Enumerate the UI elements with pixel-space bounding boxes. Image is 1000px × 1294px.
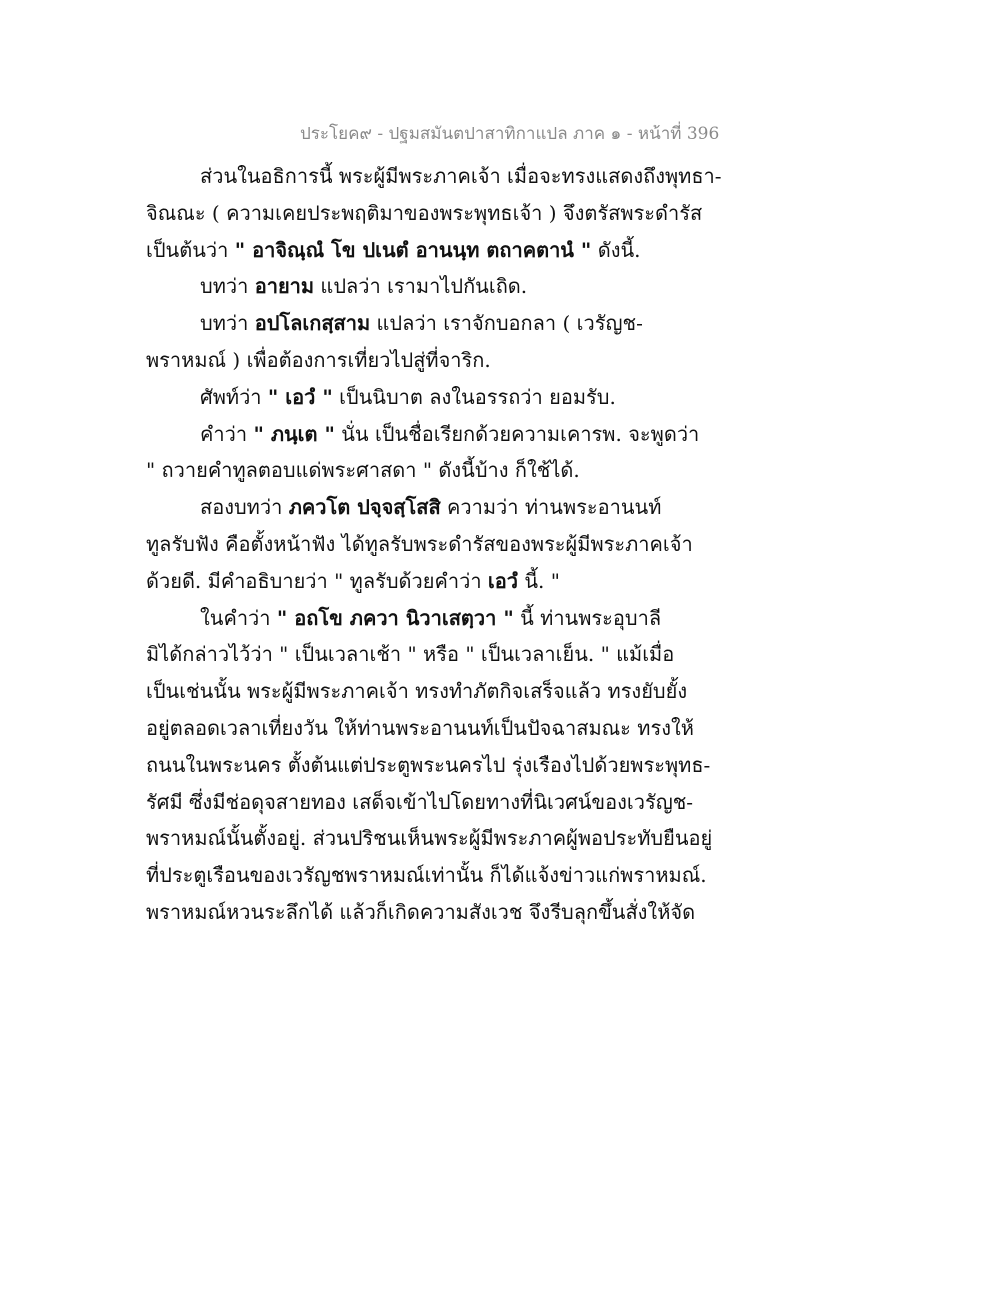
text-segment: ความว่า ท่านพระอานนท์: [440, 495, 662, 520]
text-segment: พราหมณ์นั้นตั้งอยู่. ส่วนปริชนเห็นพระผู้มีพระภาคผู้พอประทับยืนอยู่: [146, 826, 713, 851]
pali-term: อปโลเกสฺสาม: [254, 311, 371, 336]
text-segment: พราหมณ์ ) เพื่อต้องการเที่ยวไปสู่ที่จาริก.: [146, 347, 491, 372]
text-segment: ทูลรับฟัง คือตั้งหน้าฟัง ได้ทูลรับพระดำรัสของพระผู้มีพระภาคเจ้า: [146, 531, 693, 556]
text-line: [146, 710, 706, 747]
text-line: [146, 747, 711, 784]
pali-term: " อาจิณฺณํ โข ปเนตํ อานนฺท ตถาคตานํ ": [234, 237, 592, 262]
text-segment: ดังนี้.: [591, 237, 641, 262]
text-line: [146, 379, 706, 416]
text-line: [146, 195, 706, 232]
text-segment: นี้. ": [518, 568, 560, 593]
text-segment: ส่วนในอธิการนี้ พระผู้มีพระภาคเจ้า เมื่อจะทรงแสดงถึงพุทธา-: [200, 164, 722, 188]
text-line: [146, 857, 706, 894]
text-segment: พราหมณ์หวนระลึกได้ แล้วก็เกิดความสังเวช จึงรีบลุกขึ้นสั่งให้จัด: [146, 899, 696, 924]
text-segment: นี้ ท่านพระอุบาลี: [513, 605, 662, 630]
pali-term: เอวํ: [487, 568, 518, 593]
text-segment: นั่น เป็นชื่อเรียกด้วยความเคารพ. จะพูดว่า: [334, 421, 700, 446]
text-segment: แปลว่า เราจักบอกลา ( เวรัญช-: [370, 311, 643, 336]
text-line: [146, 894, 706, 931]
text-segment: " ถวายคำทูลตอบแด่พระศาสดา " ดังนี้บ้าง ก็ใช้ได้.: [146, 458, 580, 483]
text-line: [146, 820, 713, 857]
text-segment: แปลว่า เรามาไปกันเถิด.: [314, 274, 528, 299]
text-line: [146, 600, 706, 637]
text-segment: จิณณะ ( ความเคยประพฤติมาของพระพุทธเจ้า ) จึงตรัสพระดำรัส: [146, 200, 703, 225]
text-segment: ที่ประตูเรือนของเวรัญชพราหมณ์เท่านั้น ก็ได้แจ้งข่าวแก่พราหมณ์.: [146, 863, 707, 888]
text-segment: ในคำว่า: [200, 605, 277, 630]
text-line: [146, 305, 706, 342]
text-line: [146, 563, 706, 600]
text-line: [146, 342, 706, 379]
text-line: [146, 673, 706, 710]
text-segment: รัศมี ซึ่งมีช่อดุจสายทอง เสด็จเข้าไปโดยทางที่นิเวศน์ของเวรัญช-: [146, 789, 694, 814]
pali-term: ภควโต ปจฺจสฺโสสิ: [288, 495, 441, 520]
text-segment: อยู่ตลอดเวลาเที่ยงวัน ให้ท่านพระอานนท์เป็นปัจฉาสมณะ ทรงให้: [146, 715, 694, 740]
text-segment: เป็นต้นว่า: [146, 237, 235, 262]
text-line: [146, 416, 706, 453]
text-line: [146, 784, 706, 821]
text-segment: ด้วยดี. มีคำอธิบายว่า " ทูลรับด้วยคำว่า: [146, 568, 488, 593]
text-segment: ศัพท์ว่า: [200, 384, 268, 409]
pali-term: " เอวํ ": [267, 384, 333, 409]
text-segment: มิได้กล่าวไว้ว่า " เป็นเวลาเช้า " หรือ " เป็นเวลาเย็น. " แม้เมื่อ: [146, 642, 675, 667]
text-segment: เป็นนิบาต ลงในอรรถว่า ยอมรับ.: [332, 384, 616, 409]
text-segment: ถนนในพระนคร ตั้งต้นแต่ประตูพระนครไป รุ่งเรืองไปด้วยพระพุทธ-: [146, 752, 711, 777]
text-segment: บทว่า: [200, 311, 255, 336]
pali-term: " อถโข ภควา นิวาเสตฺวา ": [276, 605, 514, 630]
text-line: [146, 526, 706, 563]
text-line: [146, 636, 706, 673]
text-line: [146, 489, 706, 526]
text-line: [146, 452, 706, 489]
text-segment: สองบทว่า: [200, 495, 289, 520]
text-segment: คำว่า: [200, 421, 254, 446]
text-segment: บทว่า: [200, 274, 255, 299]
text-line: [146, 268, 706, 305]
text-line: [146, 158, 722, 195]
pali-term: " ภนฺเต ": [253, 421, 335, 446]
pali-term: อายาม: [254, 274, 315, 299]
text-line: [146, 232, 706, 269]
running-header: ประโยค๙ - ปฐมสมันตปาสาทิกาแปล ภาค ๑ - หน้าที่ 396: [300, 124, 720, 144]
text-segment: เป็นเช่นนั้น พระผู้มีพระภาคเจ้า ทรงทำภัตกิจเสร็จแล้ว ทรงยับยั้ง: [146, 679, 688, 704]
body-text: [146, 158, 722, 931]
